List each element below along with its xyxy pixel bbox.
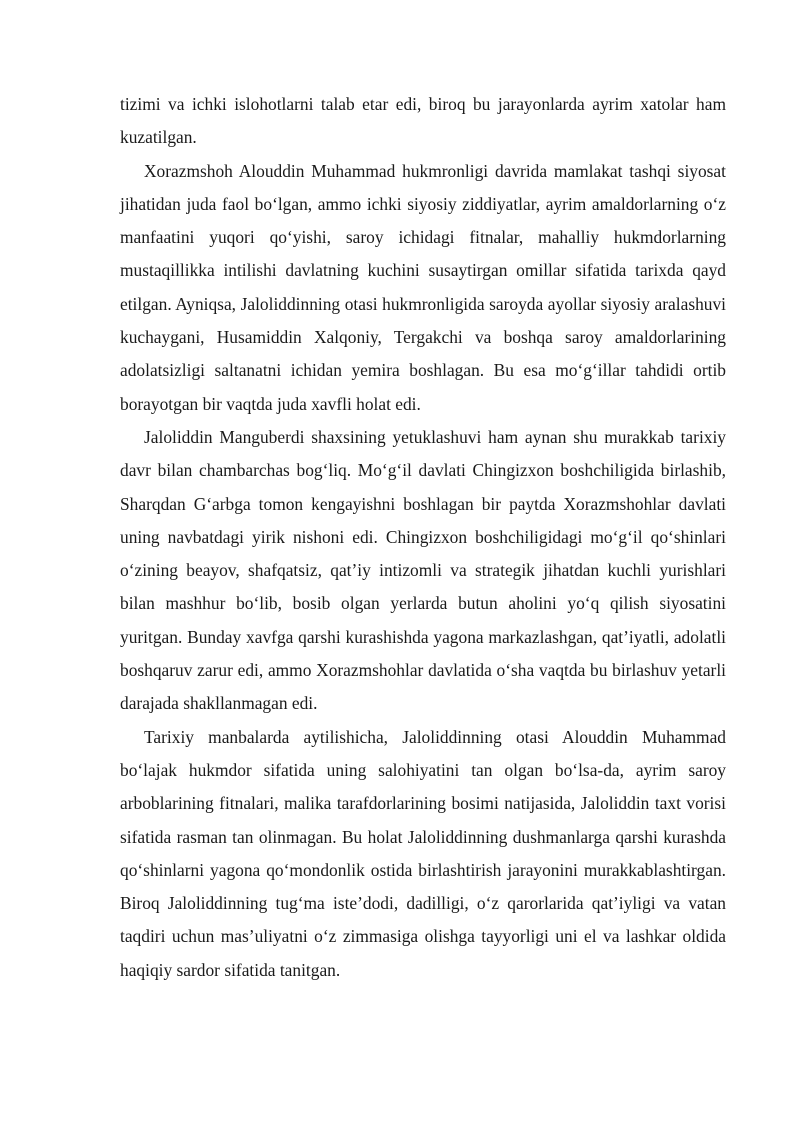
paragraph-2: Xorazmshoh Alouddin Muhammad hukmronligi davrida mamlakat tashqi siyosat jihatidan juda faol bo‘lgan, ammo ichki siyosiy ziddiyatlar, ayrim amaldorlarning o‘z manfaatini yuqori qo‘yishi, saroy ichidagi fitnalar, mahalliy hukmdorlarning mustaqillikka intilishi davlatning kuchini susaytirgan omillar sifatida tarixda qayd etilgan. Ayniqsa, Jaloliddinning otasi hukmronligida saroyda ayollar siyosiy aralashuvi kuchaygani, Husamiddin Xalqoniy, Tergakchi va boshqa saroy amaldorlarining adolatsizligi saltanatni ichidan yemira boshlagan. Bu esa mo‘g‘illar tahdidi ortib borayotgan bir vaqtda juda xavfli holat edi.	[120, 160, 726, 414]
paragraph-1: tizimi va ichki islohotlarni talab etar edi, biroq bu jarayonlarda ayrim xatolar ham kuzatilgan.	[120, 94, 726, 148]
paragraph-4: Tarixiy manbalarda aytilishicha, Jaloliddinning otasi Alouddin Muhammad bo‘lajak hukmdor sifatida uning salohiyatini tan olgan bo‘lsa-da, ayrim saroy arboblarining fitnalari, malika tarafdorlarining bosimi natijasida, Jaloliddin taxt vorisi sifatida rasman tan olinmagan. Bu holat Jaloliddinning dushmanlarga qarshi kurashda qo‘shinlarni yagona qo‘mondonlik ostida birlashtirish jarayonini murakkablashtirgan. Biroq Jaloliddinning tug‘ma iste’dodi, dadilligi, o‘z qarorlarida qat’iyligi va vatan taqdiri uchun mas’uliyatni o‘z zimmasiga olishga tayyorligi uni el va lashkar oldida haqiqiy sardor sifatida tanitgan.	[120, 726, 726, 980]
body-text	[120, 88, 726, 987]
paragraph-3: Jaloliddin Manguberdi shaxsining yetuklashuvi ham aynan shu murakkab tarixiy davr bilan chambarchas bog‘liq. Mo‘g‘il davlati Chingizxon boshchiligida birlashib, Sharqdan G‘arbga tomon kengayishni boshlagan bir paytda Xorazmshohlar davlati uning navbatdagi yirik nishoni edi. Chingizxon boshchiligidagi mo‘g‘il qo‘shinlari o‘zining beayov, shafqatsiz, qat’iy intizomli va strategik jihatdan kuchli yurishlari bilan mashhur bo‘lib, bosib olgan yerlarda butun aholini yo‘q qilish siyosatini yuritgan. Bunday xavfga qarshi kurashishda yagona markazlashgan, qat’iyatli, adolatli boshqaruv zarur edi, ammo Xorazmshohlar davlatida o‘sha vaqtda bu birlashuv yetarli darajada shakllanmagan edi.	[120, 426, 726, 714]
